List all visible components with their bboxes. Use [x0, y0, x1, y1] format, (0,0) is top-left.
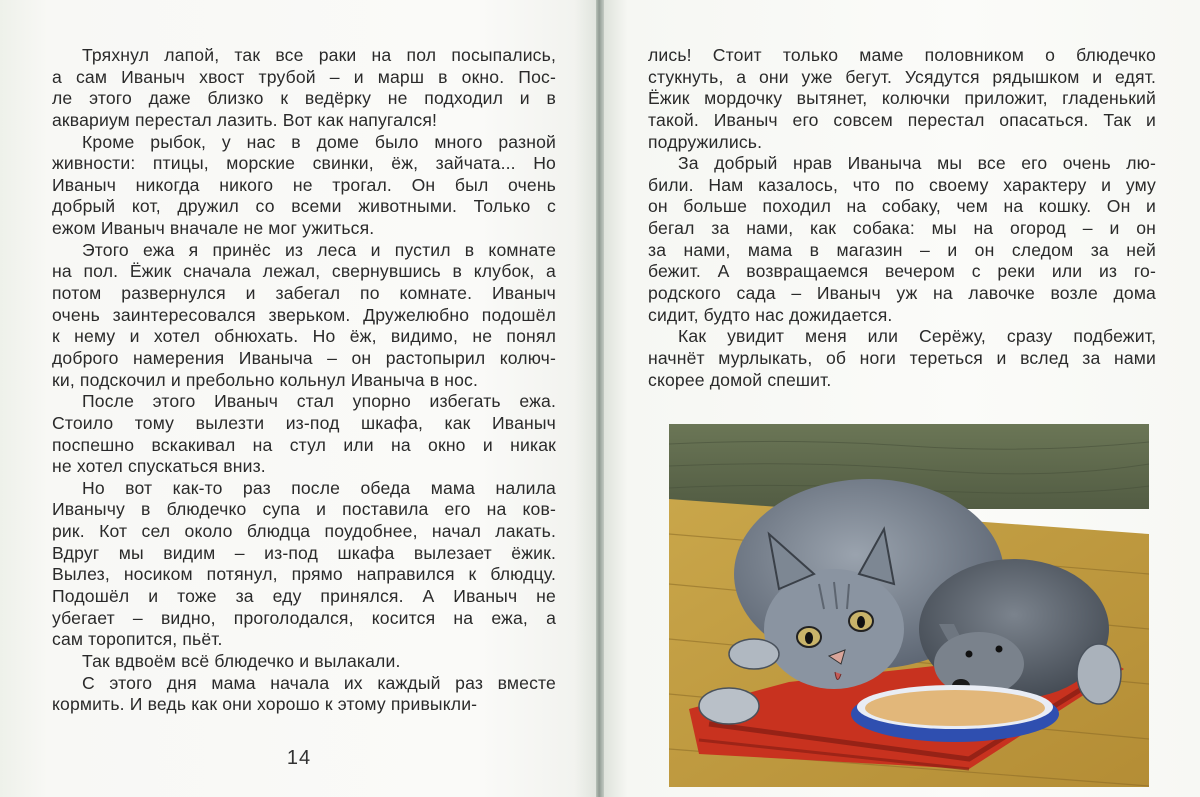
text-line: он больше походил на собаку, чем на кошку. Он и	[648, 196, 1156, 217]
illustration-image	[669, 424, 1149, 787]
text-line: за нами, мама в магазин – и он следом за ней	[648, 239, 1156, 260]
text-line: били. Нам казалось, что по своему характеру и уму	[648, 174, 1156, 195]
soup	[865, 690, 1045, 726]
text-line: лись! Стоит только маме половником о блюдечко	[648, 45, 1156, 65]
text-line: сам торопится, пьёт.	[52, 629, 223, 650]
text-line: аквариум перестал лазить. Вот как напугался!	[52, 109, 438, 130]
text-line: а сам Иваныч хвост трубой – и марш в окно. Пос-	[52, 66, 556, 87]
text-line: Подошёл и тоже за еду принялся. А Иваныч не	[52, 586, 556, 607]
text-line: Иванычу в блюдечко супа и поставила его на ков-	[52, 499, 556, 520]
text-line: ежом Иваныч вначале не мог ужиться.	[52, 218, 375, 239]
text-line: скорее домой спешит.	[648, 369, 832, 390]
text-line: очень заинтересовался зверьком. Дружелюбно подошёл	[52, 304, 556, 325]
text-line: поспешно вскакивал на стул или на окно и никак	[52, 434, 556, 455]
left-page	[0, 0, 598, 797]
text-line: После этого Иваныч стал упорно избегать ежа.	[82, 391, 556, 412]
left-page-text	[52, 45, 556, 716]
cat-paw	[699, 688, 759, 724]
text-line: ле этого даже близко к ведёрку не подходил и в	[52, 88, 556, 109]
text-line: начнёт мурлыкать, об ноги тереться и вслед за нами	[648, 347, 1156, 368]
right-page-text	[648, 45, 1156, 391]
text-line: добрый кот, дружил со всеми животными. Только с	[52, 196, 556, 217]
text-line: такой. Иваныч его совсем перестал опасаться. Так и	[648, 109, 1156, 130]
text-line: Но вот как-то раз после обеда мама налила	[82, 477, 556, 498]
text-line: ки, подскочил и пребольно кольнул Иваныча в нос.	[52, 369, 479, 390]
text-line: убегает – видно, проголодался, косится на ежа, а	[52, 607, 556, 628]
text-line: Кроме рыбок, у нас в доме было много разной	[82, 131, 556, 152]
text-line: Как увидит меня или Серёжу, сразу подбежит,	[678, 326, 1156, 347]
text-line: бегал за нами, как собака: мы на огород – и он	[648, 218, 1156, 239]
text-line: на пол. Ёжик сначала лежал, свернувшись в клубок, а	[52, 261, 556, 282]
text-line: Так вдвоём всё блюдечко и вылакали.	[82, 650, 401, 671]
text-line: рик. Кот сел около блюдца поудобнее, начал лакать.	[52, 521, 556, 542]
page-number: 14	[286, 747, 312, 769]
text-line: доброго намерения Иваныча – он растопырил колюч-	[52, 347, 556, 368]
text-line: сидит, будто нас дожидается.	[648, 304, 893, 325]
text-line: Ёжик мордочку вытянет, колючки приложит, гладенький	[648, 88, 1156, 109]
text-line: С этого дня мама начала их каждый раз вместе	[82, 672, 556, 693]
text-line: не хотел спускаться вниз.	[52, 456, 266, 477]
text-line: бежит. А возвращаемся вечером с реки или из го-	[648, 261, 1156, 282]
text-line: Вылез, носиком потянул, прямо направился к блюдцу.	[52, 564, 556, 585]
text-line: стукнуть, а они уже бегут. Усядутся рядышком и едят.	[648, 66, 1156, 87]
text-line: За добрый нрав Иваныча мы все его очень лю-	[678, 153, 1156, 174]
text-line: к нему и хотел обнюхать. Но ёж, видимо, не понял	[52, 326, 556, 347]
text-line: Вдруг мы видим – из-под шкафа вылезает ёжик.	[52, 542, 556, 563]
text-line: потом развернулся и забегал по комнате. Иваныч	[52, 283, 556, 304]
text-line: кормить. И ведь как они хорошо к этому привыкли-	[52, 694, 478, 715]
text-line: Тряхнул лапой, так все раки на пол посыпались,	[82, 45, 556, 65]
text-line: родского сада – Иваныч уж на лавочке возле дома	[648, 283, 1156, 304]
text-line: Иваныч никогда никого не трогал. Он был очень	[52, 174, 556, 195]
cat-and-hedgehog-illustration	[669, 424, 1149, 787]
text-line: подружились.	[648, 131, 763, 152]
text-line: Стоило тому вылезти из-под шкафа, как Иваныч	[52, 412, 556, 433]
text-line: живности: птицы, морские свинки, ёж, зайчата... Но	[52, 153, 556, 174]
text-line: Этого ежа я принёс из леса и пустил в комнате	[82, 239, 556, 260]
